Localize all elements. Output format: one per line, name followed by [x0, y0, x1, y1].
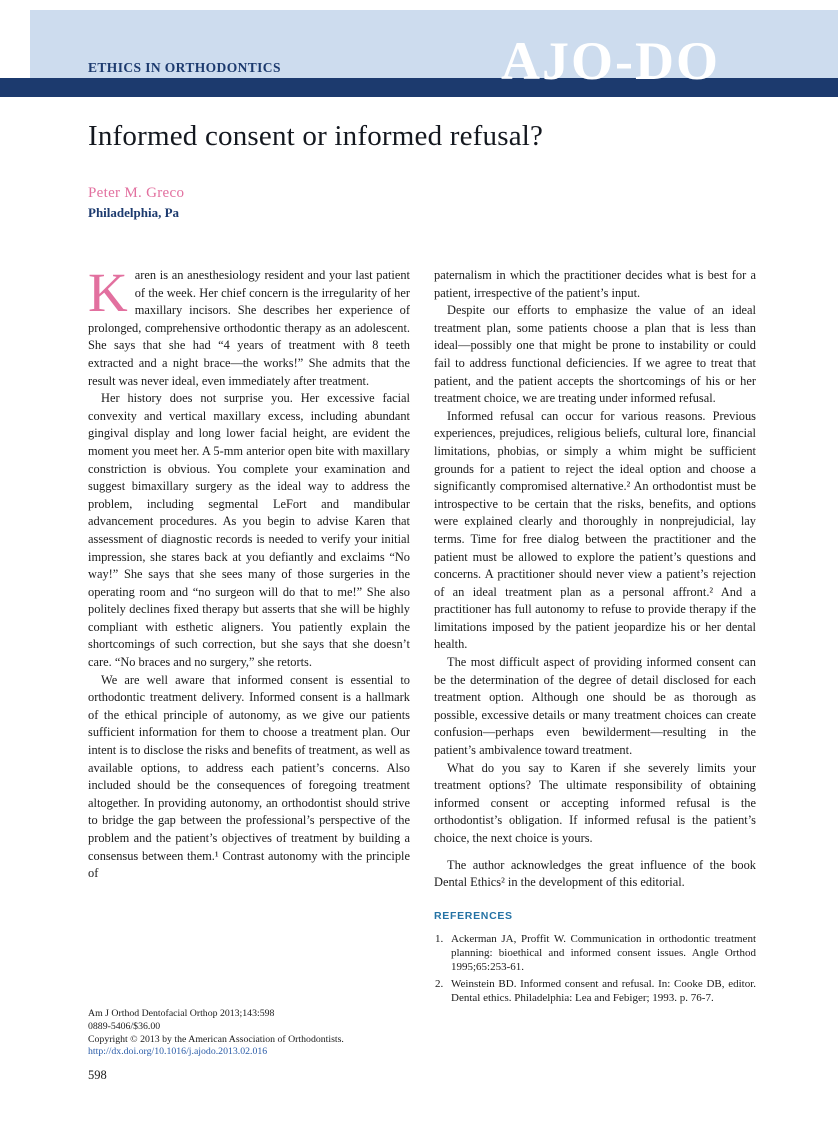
- references-list: [434, 932, 756, 1005]
- paragraph: The most difficult aspect of providing informed consent can be the determination of the degree of detail disclosed for each treatment option. Although one should be as thorough as possible, excessive details or many treatment choices can create confusion—perhaps even bewilderment—resulting in the patient’s ambivalence toward treatment.: [434, 655, 756, 758]
- references-heading: REFERENCES: [434, 909, 513, 922]
- doi-link[interactable]: http://dx.doi.org/10.1016/j.ajodo.2013.02.016: [88, 1046, 268, 1058]
- author-affiliation: Philadelphia, Pa: [88, 205, 180, 220]
- section-label: ETHICS IN ORTHODONTICS: [88, 60, 281, 75]
- reference-item: Weinstein BD. Informed consent and refusal. In: Cooke DB, editor. Dental ethics. Philadelphia: Lea and Febiger; 1993. p. 76-7.: [451, 978, 756, 1005]
- paragraph: We are well aware that informed consent is essential to orthodontic treatment delivery. Informed consent is a hallmark of the ethical principle of autonomy, as we give our patients sufficient information for them to choose a treatment plan. Our intent is to disclose the risks and benefits of treatment, as well as available options, to address each patient’s concerns. Also included should be the consequences of foregoing treatment altogether. In providing autonomy, an orthodontist should strive to bridge the gap between the professional’s perspective of the problem and the patient’s objectives of treatment by building a consensus between them.¹ Contrast autonomy with the principle of: [88, 672, 410, 881]
- paragraph: What do you say to Karen if she severely limits your treatment options? The ultimate responsibility of obtaining informed consent or accepting informed refusal is the orthodontist’s obligation. If informed refusal is the patient’s choice, the next choice is yours.: [434, 760, 756, 845]
- journal-footnote: [88, 1008, 410, 1059]
- article-columns: [88, 262, 756, 1008]
- paragraph: Despite our efforts to emphasize the value of an ideal treatment plan, some patients choose a plan that is less than ideal—possibly one that might be prone to instability or could fail to address functional deficiencies. If we agree to treat that patient, and the patient accepts the shortcomings of his or her treatment choice, we are treating under informed refusal.: [434, 303, 756, 406]
- article-body: [88, 120, 756, 1008]
- author-name: Peter M. Greco: [88, 185, 185, 201]
- page-number: 598: [88, 1068, 107, 1082]
- footnote-line: Copyright © 2013 by the American Association of Orthodontists.: [88, 1033, 344, 1045]
- left-column: [88, 262, 410, 1008]
- drop-cap: K: [88, 262, 128, 323]
- paragraph: [88, 262, 410, 390]
- reference-item: Ackerman JA, Proffit W. Communication in orthodontic treatment planning: bioethical and informed consent issues. Angle Orthod 1995;65:253-61.: [451, 933, 756, 974]
- journal-logo: AJO-DO: [501, 31, 720, 91]
- article-title: Informed consent or informed refusal?: [88, 120, 544, 152]
- paragraph: Informed refusal can occur for various reasons. Previous experiences, prejudices, religious beliefs, cultural lore, financial limitations, phobias, or simply a whim might be sufficient grounds for a patient to reject the ideal option and choose a significantly compromised alternative.² An orthodontist must be introspective to be certain that the risks, benefits, and options were explained clearly and thoroughly in nonprejudicial, lay terms. Time for free dialog between the practitioner and the patient must be allowed to explore the patient’s questions and concerns. A practitioner should never view a patient’s rejection of an ideal treatment plan as a personal affront.² And a practitioner has full autonomy to refuse to provide therapy if the limitations imposed by the patient jeopardize his or her dental health.: [434, 408, 756, 652]
- paragraph: paternalism in which the practitioner decides what is best for a patient, irrespective of the patient’s input.: [434, 268, 756, 300]
- acknowledgment: The author acknowledges the great influence of the book Dental Ethics² in the development of this editorial.: [434, 857, 756, 890]
- paragraph: Her history does not surprise you. Her excessive facial convexity and vertical maxillary excess, including abundant gingival display and long lower facial height, are evident the moment you meet her. A 5-mm anterior open bite with maxillary constriction is obvious. You complete your examination and suggest bimaxillary surgery as the ideal way to address the problem, including segmental LeFort and mandibular advancement procedures. As you begin to advise Karen that assessment of diagnostic records is needed to verify your initial impression, she stares back at you defiantly and exclaims “No way!” She says that she sees many of those surgeries in the operating room and “no surgeon will do that to me!” She also politely declines fixed therapy but asserts that she will be highly compliant with esthetic aligners. You patiently explain the shortcomings of such correction, but she says that she doesn’t care. “No braces and no surgery,” she retorts.: [88, 391, 410, 670]
- footnote-line: Am J Orthod Dentofacial Orthop 2013;143:598: [88, 1008, 275, 1019]
- footnote-line: 0889-5406/$36.00: [88, 1020, 161, 1032]
- paragraph-text: aren is an anesthesiology resident and your last patient of the week. Her chief concern is the irregularity of her maxillary incisors. She describes her experience of prolonged, comprehensive orthodontic therapy as an adolescent. She says that she had “4 years of treatment with 8 teeth extracted and a night brace—the works!” She admits that the result was never ideal, even immediately after treatment.: [88, 268, 410, 388]
- right-column: [434, 267, 756, 1008]
